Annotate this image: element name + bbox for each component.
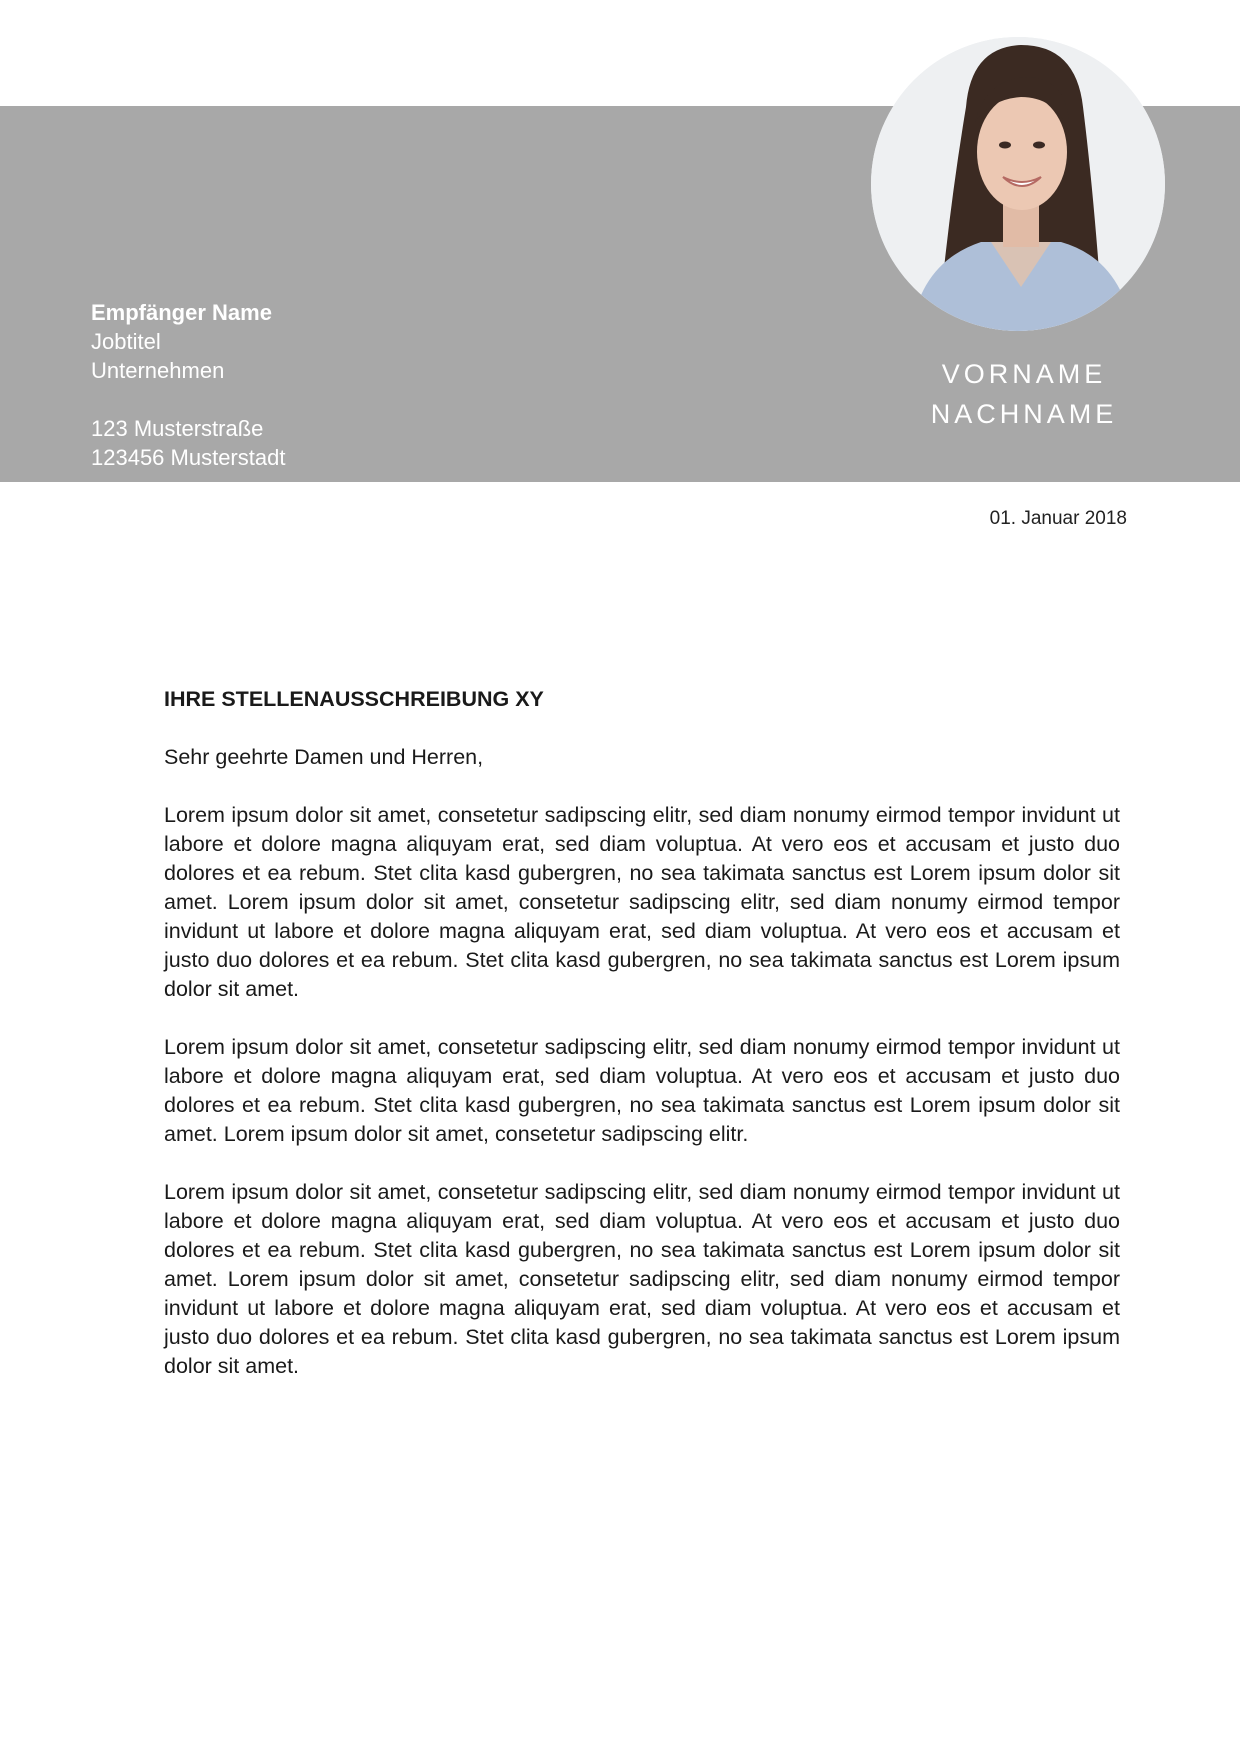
applicant-name <box>871 354 1177 434</box>
letter-subject: IHRE STELLENAUSSCHREIBUNG XY <box>164 687 544 711</box>
recipient-city: 123456 Musterstadt <box>91 445 286 470</box>
letter-date: 01. Januar 2018 <box>989 508 1127 529</box>
letter-paragraph: Lorem ipsum dolor sit amet, consetetur sadipscing elitr, sed diam nonumy eirmod tempor invidunt ut labore et dolore magna aliquyam erat, sed diam voluptua. At vero eos et accusam et justo duo dolores et ea rebum. Stet clita kasd gubergren, no sea takimata sanctus est Lorem ipsum dolor sit amet. Lorem ipsum dolor sit amet, consetetur sadipscing elitr. <box>164 1035 1120 1146</box>
portrait-illustration <box>871 37 1165 331</box>
applicant-last-name: NACHNAME <box>930 399 1118 429</box>
recipient-company: Unternehmen <box>91 358 225 383</box>
letter-paragraph: Lorem ipsum dolor sit amet, consetetur sadipscing elitr, sed diam nonumy eirmod tempor invidunt ut labore et dolore magna aliquyam erat, sed diam voluptua. At vero eos et accusam et justo duo dolores et ea rebum. Stet clita kasd gubergren, no sea takimata sanctus est Lorem ipsum dolor sit amet. Lorem ipsum dolor sit amet, consetetur sadipscing elitr, sed diam nonumy eirmod tempor invidunt ut labore et dolore magna aliquyam erat, sed diam voluptua. At vero eos et accusam et justo duo dolores et ea rebum. Stet clita kasd gubergren, no sea takimata sanctus est Lorem ipsum dolor sit amet. <box>164 803 1120 1001</box>
letter-paragraph: Lorem ipsum dolor sit amet, consetetur sadipscing elitr, sed diam nonumy eirmod tempor invidunt ut labore et dolore magna aliquyam erat, sed diam voluptua. At vero eos et accusam et justo duo dolores et ea rebum. Stet clita kasd gubergren, no sea takimata sanctus est Lorem ipsum dolor sit amet. Lorem ipsum dolor sit amet, consetetur sadipscing elitr, sed diam nonumy eirmod tempor invidunt ut labore et dolore magna aliquyam erat, sed diam voluptua. At vero eos et accusam et justo duo dolores et ea rebum. Stet clita kasd gubergren, no sea takimata sanctus est Lorem ipsum dolor sit amet. <box>164 1180 1120 1378</box>
recipient-job-title: Jobtitel <box>91 329 161 354</box>
letter-body <box>164 685 1120 1410</box>
recipient-street: 123 Musterstraße <box>91 416 264 441</box>
letter-salutation: Sehr geehrte Damen und Herren, <box>164 745 484 769</box>
applicant-first-name: VORNAME <box>941 359 1107 389</box>
recipient-block <box>91 298 285 472</box>
recipient-name: Empfänger Name <box>91 300 272 325</box>
applicant-photo <box>871 37 1165 331</box>
address-spacer <box>91 385 285 414</box>
